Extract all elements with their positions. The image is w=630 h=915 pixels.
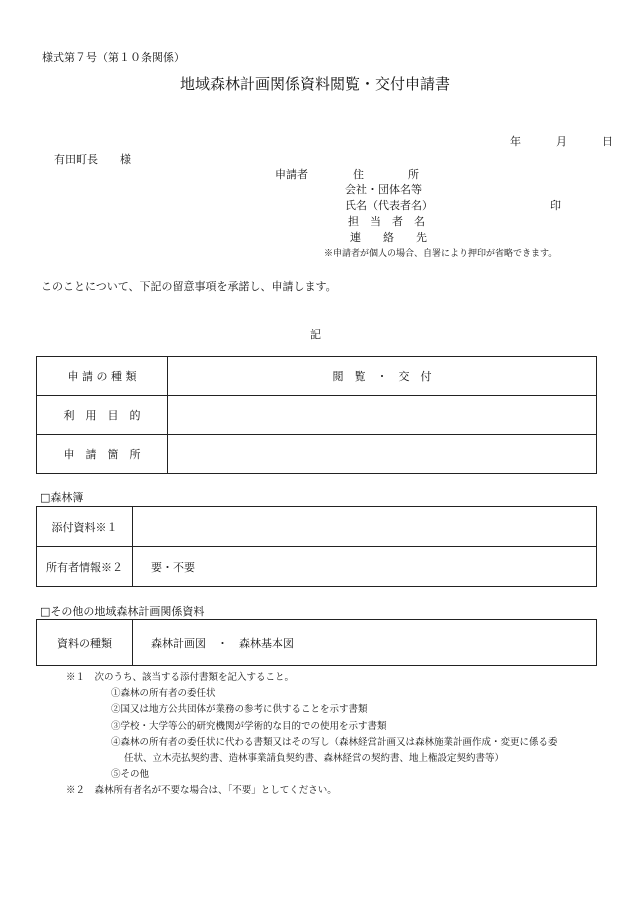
applicant-label: 申請者 [275,168,308,181]
attachment-value[interactable] [133,507,597,547]
date-line [510,133,613,149]
body-text: このことについて、下記の留意事項を承諾し、申請します。 [41,280,337,293]
applicant-contact-label: 連 絡 先 [350,231,427,244]
applicant-note: ※申請者が個人の場合、自署により押印が省略できます。 [324,249,558,259]
request-type-value[interactable]: 閲 覧 ・ 交 付 [168,357,597,396]
table-row [37,620,597,666]
table-row [37,435,597,474]
note-2: ※２ 森林所有者名が不要な場合は、「不要」としてください。 [66,785,337,796]
table-row [37,547,597,587]
seal-mark: 印 [550,199,561,212]
note-1-item-4: ④森林の所有者の委任状に代わる書類又はその写し（森林経営計画又は森林施業計画作成・変更に係る委 [111,737,558,748]
request-table [36,356,597,474]
forest-register-table [36,506,597,587]
other-materials-table [36,619,597,666]
request-type-label: 申 請 の 種 類 [37,357,168,396]
ki-heading: 記 [310,328,321,341]
attachment-label: 添付資料※１ [37,507,133,547]
table-row [37,357,597,396]
note-1: ※１ 次のうち、該当する添付書類を記入すること。 [66,672,295,683]
purpose-value[interactable] [168,396,597,435]
note-1-item-2: ②国又は地方公共団体が業務の参考に供することを示す書類 [111,704,368,715]
note-1-item-5: ⑤その他 [111,769,150,780]
purpose-label: 利 用 目 的 [37,396,168,435]
location-value[interactable] [168,435,597,474]
addressee: 有田町長 様 [54,153,131,166]
location-label: 申 請 箇 所 [37,435,168,474]
section-forest-register: □森林簿 [40,491,84,504]
section-other-materials: □その他の地域森林計画関係資料 [40,605,205,618]
material-type-label: 資料の種類 [37,620,133,666]
document-title: 地域森林計画関係資料閲覧・交付申請書 [179,75,450,93]
material-type-value[interactable]: 森林計画図 ・ 森林基本図 [133,620,597,666]
note-1-item-3: ③学校・大学等公的研究機関が学術的な目的での使用を示す書類 [111,721,387,732]
date-day: 日 [602,135,613,148]
form-number: 様式第７号（第１０条関係） [42,51,185,64]
date-month: 月 [556,135,567,148]
date-year: 年 [510,135,521,148]
table-row [37,396,597,435]
owner-info-label: 所有者情報※２ [37,547,133,587]
applicant-address-label: 住 所 [353,168,419,181]
table-row [37,507,597,547]
owner-info-value[interactable]: 要・不要 [133,547,597,587]
applicant-person-label: 担 当 者 名 [348,215,425,228]
applicant-company-label: 会社・団体名等 [345,183,422,196]
note-1-item-1: ①森林の所有者の委任状 [111,688,216,699]
note-1-item-4-cont: 任状、立木売払契約書、造林事業請負契約書、森林経営の契約書、地上権設定契約書等） [124,753,505,764]
applicant-name-label: 氏名（代表者名） [345,199,433,212]
